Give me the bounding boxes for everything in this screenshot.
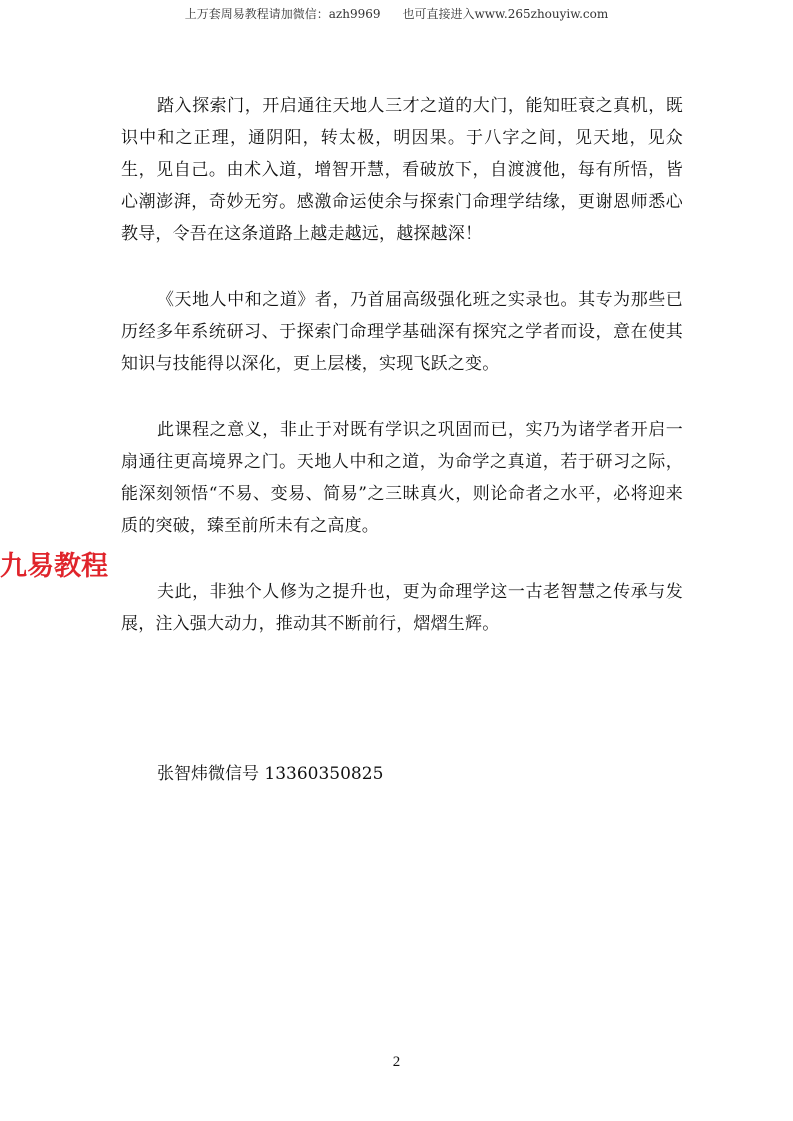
- paragraph-course-title: 《天地人中和之道》者，乃首届高级强化班之实录也。其专为那些已历经多年系统研习、于探索门命理学基础深有探究之学者而设，意在使其知识与技能得以深化，更上层楼，实现飞跃之变。: [121, 290, 683, 374]
- signature-line: 张智炜微信号 13360350825: [157, 764, 384, 784]
- page-header: [0, 5, 793, 22]
- header-wechat-note: 上万套周易教程请加微信：azh9969: [184, 7, 381, 21]
- paragraph-conclusion: 夫此，非独个人修为之提升也，更为命理学这一古老智慧之传承与发展，注入强大动力，推动其不断前行，熠熠生辉。: [121, 582, 683, 634]
- page-number: 2: [392, 1054, 401, 1070]
- paragraph-course-meaning: 此课程之意义，非止于对既有学识之巩固而已，实乃为诸学者开启一扇通往更高境界之门。天地人中和之道，为命学之真道，若于研习之际，能深刻领悟“不易、变易、简易”之三昧真火，则论命者之水平，必将迎来质的突破，臻至前所未有之高度。: [121, 420, 683, 536]
- paragraph-intro: 踏入探索门，开启通往天地人三才之道的大门，能知旺衰之真机，既识中和之正理，通阴阳，转太极，明因果。于八字之间，见天地，见众生，见自己。由术入道，增智开慧，看破放下，自渡渡他，每有所悟，皆心潮澎湃，奇妙无穷。感激命运使余与探索门命理学结缘，更谢恩师悉心教导，令吾在这条道路上越走越远，越探越深！: [121, 96, 683, 244]
- document-body: [121, 90, 683, 640]
- watermark-text: 九易教程: [0, 551, 108, 582]
- header-website-note: 也可直接进入www.265zhouyiw.com: [402, 7, 609, 21]
